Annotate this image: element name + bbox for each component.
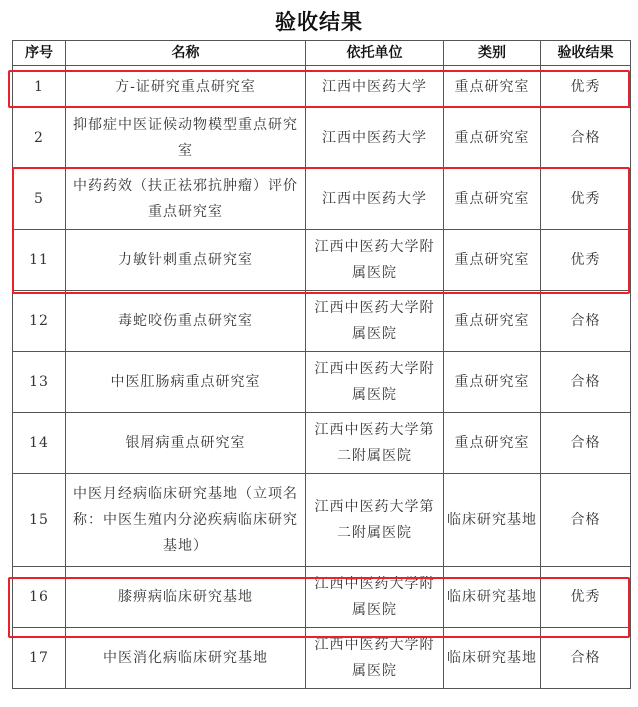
table-row xyxy=(13,108,631,169)
row-number-cell: 5 xyxy=(13,169,66,230)
table-row xyxy=(13,567,631,628)
table-row xyxy=(13,66,631,108)
row-name-cell: 膝痹病临床研究基地 xyxy=(66,567,306,628)
row-name-cell: 抑郁症中医证候动物模型重点研究室 xyxy=(66,108,306,169)
row-result-cell: 优秀 xyxy=(541,66,631,108)
row-number-cell: 12 xyxy=(13,291,66,352)
column-header-result: 验收结果 xyxy=(541,41,631,66)
row-name-cell: 银屑病重点研究室 xyxy=(66,413,306,474)
row-number-cell: 1 xyxy=(13,66,66,108)
table-row xyxy=(13,230,631,291)
row-result-cell: 合格 xyxy=(541,474,631,567)
row-name-cell: 方-证研究重点研究室 xyxy=(66,66,306,108)
row-number-cell: 13 xyxy=(13,352,66,413)
row-unit-cell: 江西中医药大学第二附属医院 xyxy=(306,413,444,474)
row-result-cell: 合格 xyxy=(541,352,631,413)
row-number-cell: 2 xyxy=(13,108,66,169)
row-name-cell: 中药药效（扶正祛邪抗肿瘤）评价重点研究室 xyxy=(66,169,306,230)
row-result-cell: 合格 xyxy=(541,628,631,689)
row-unit-cell: 江西中医药大学 xyxy=(306,169,444,230)
row-number-cell: 14 xyxy=(13,413,66,474)
row-number-cell: 11 xyxy=(13,230,66,291)
row-result-cell: 合格 xyxy=(541,108,631,169)
column-header-unit: 依托单位 xyxy=(306,41,444,66)
row-number-cell: 15 xyxy=(13,474,66,567)
row-category-cell: 重点研究室 xyxy=(444,352,541,413)
row-category-cell: 重点研究室 xyxy=(444,413,541,474)
row-category-cell: 临床研究基地 xyxy=(444,474,541,567)
row-category-cell: 临床研究基地 xyxy=(444,567,541,628)
row-category-cell: 重点研究室 xyxy=(444,291,541,352)
row-unit-cell: 江西中医药大学 xyxy=(306,108,444,169)
row-result-cell: 合格 xyxy=(541,291,631,352)
table-row xyxy=(13,352,631,413)
row-result-cell: 优秀 xyxy=(541,169,631,230)
row-unit-cell: 江西中医药大学附属医院 xyxy=(306,230,444,291)
table-row xyxy=(13,413,631,474)
column-header-number: 序号 xyxy=(13,41,66,66)
row-unit-cell: 江西中医药大学附属医院 xyxy=(306,628,444,689)
row-category-cell: 重点研究室 xyxy=(444,169,541,230)
page-title: 验收结果 xyxy=(275,9,363,34)
row-unit-cell: 江西中医药大学附属医院 xyxy=(306,352,444,413)
row-unit-cell: 江西中医药大学第二附属医院 xyxy=(306,474,444,567)
table-row xyxy=(13,474,631,567)
row-name-cell: 中医消化病临床研究基地 xyxy=(66,628,306,689)
row-unit-cell: 江西中医药大学 xyxy=(306,66,444,108)
row-name-cell: 毒蛇咬伤重点研究室 xyxy=(66,291,306,352)
column-header-name: 名称 xyxy=(66,41,306,66)
table-header-row xyxy=(13,41,631,66)
table-row xyxy=(13,291,631,352)
row-result-cell: 合格 xyxy=(541,413,631,474)
row-category-cell: 重点研究室 xyxy=(444,230,541,291)
result-table xyxy=(12,40,631,689)
row-category-cell: 临床研究基地 xyxy=(444,628,541,689)
row-number-cell: 16 xyxy=(13,567,66,628)
table-row xyxy=(13,169,631,230)
row-unit-cell: 江西中医药大学附属医院 xyxy=(306,291,444,352)
row-name-cell: 中医月经病临床研究基地（立项名称：中医生殖内分泌疾病临床研究基地） xyxy=(66,474,306,567)
row-number-cell: 17 xyxy=(13,628,66,689)
row-category-cell: 重点研究室 xyxy=(444,66,541,108)
row-unit-cell: 江西中医药大学附属医院 xyxy=(306,567,444,628)
row-name-cell: 力敏针刺重点研究室 xyxy=(66,230,306,291)
column-header-category: 类别 xyxy=(444,41,541,66)
table-row xyxy=(13,628,631,689)
row-result-cell: 优秀 xyxy=(541,567,631,628)
row-name-cell: 中医肛肠病重点研究室 xyxy=(66,352,306,413)
row-category-cell: 重点研究室 xyxy=(444,108,541,169)
row-result-cell: 优秀 xyxy=(541,230,631,291)
